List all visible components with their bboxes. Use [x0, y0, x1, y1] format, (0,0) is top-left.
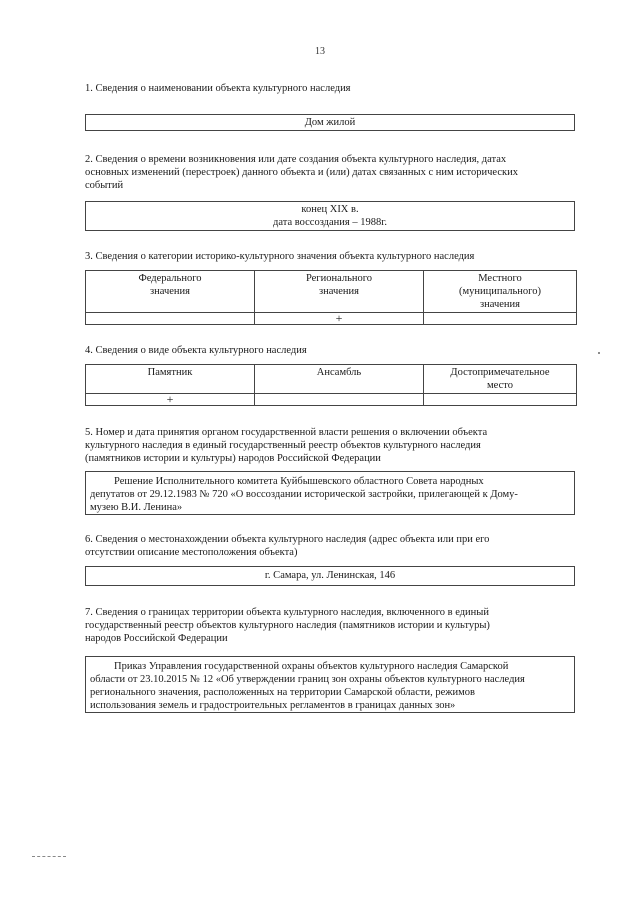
creation-date-line: конец XIX в. [301, 204, 359, 215]
category-table [85, 270, 577, 325]
registry-decision-line: Решение Исполнительного комитета Куйбышевского областного Совета народных [114, 476, 484, 487]
type-monument-label: Памятник [147, 367, 193, 378]
section-6-heading [85, 533, 575, 559]
type-ensemble-cell [255, 365, 424, 394]
category-regional-mark: + [255, 313, 424, 325]
registry-decision-line: музею В.И. Ленина» [90, 502, 183, 513]
type-monument-mark: + [86, 394, 255, 406]
registry-decision-line: депутатов от 29.12.1983 № 720 «О воссоздании исторической застройки, прилегающей к Дому- [90, 489, 518, 500]
type-ensemble-label: Ансамбль [316, 367, 362, 378]
type-ensemble-mark [255, 394, 424, 406]
type-landmark-cell [424, 365, 577, 394]
type-landmark-label: место [487, 380, 513, 391]
category-federal-mark [86, 313, 255, 325]
section-6-heading-line: 6. Сведения о местонахождении объекта культурного наследия (адрес объекта или при его [85, 534, 490, 545]
section-5-heading-line: культурного наследия в единый государственный реестр объектов культурного наследия [85, 440, 481, 451]
category-federal-label: значения [149, 286, 191, 297]
scan-artifact-line [32, 856, 66, 858]
category-regional-label: значения [318, 286, 360, 297]
section-7-heading-line: 7. Сведения о границах территории объекта культурного наследия, включенного в единый [85, 607, 489, 618]
category-regional-label: Регионального [305, 273, 373, 284]
category-federal-label: Федерального [138, 273, 202, 284]
section-5-heading-line: (памятников истории и культуры) народов Российской Федерации [85, 453, 381, 464]
section-2-heading-line: 2. Сведения о времени возникновения или дате создания объекта культурного наследия, датах [85, 154, 507, 165]
type-monument-cell [86, 365, 255, 394]
section-7-heading [85, 606, 575, 645]
section-2-heading-line: событий [85, 180, 124, 191]
boundaries-order-line: регионального значения, расположенных на территории Самарской области, режимов [90, 687, 475, 698]
section-3-heading: 3. Сведения о категории историко-культурного значения объекта культурного наследия [85, 251, 475, 262]
boundaries-order-line: использования земель и градостроительных регламентов в границах данных зон» [90, 700, 456, 711]
section-5-heading [85, 426, 575, 465]
creation-date-box [85, 201, 575, 231]
reconstruction-date-line: дата воссоздания – 1988г. [273, 217, 387, 228]
object-name-box [85, 114, 575, 131]
section-7-heading-line: народов Российской Федерации [85, 633, 228, 644]
section-1-heading: 1. Сведения о наименовании объекта культурного наследия [85, 83, 351, 94]
boundaries-order-box [85, 656, 575, 713]
section-5-heading-line: 5. Номер и дата принятия органом государственной власти решения о включении объекта [85, 427, 488, 438]
type-landmark-label: Достопримечательное [450, 367, 550, 378]
boundaries-order-line: Приказ Управления государственной охраны объектов культурного наследия Самарской [114, 661, 509, 672]
object-name-value: Дом жилой [304, 117, 356, 128]
address-value: г. Самара, ул. Ленинская, 146 [264, 570, 396, 581]
category-regional-cell [255, 271, 424, 313]
section-6-heading-line: отсутствии описание местоположения объекта) [85, 547, 298, 558]
type-table [85, 364, 577, 406]
section-4-heading: 4. Сведения о виде объекта культурного наследия [85, 345, 307, 356]
address-box [85, 566, 575, 586]
section-2-heading-line: основных изменений (перестроек) данного объекта и (или) датах связанных с ним исторических [85, 167, 518, 178]
category-local-label: Местного [478, 273, 522, 284]
category-local-cell [424, 271, 577, 313]
scan-speck [598, 352, 600, 354]
section-2-heading [85, 153, 575, 192]
boundaries-order-line: области от 23.10.2015 № 12 «Об утверждении границ зон охраны объектов культурного наследия [90, 674, 525, 685]
registry-decision-box [85, 471, 575, 515]
page-number: 13 [315, 46, 325, 57]
category-local-label: (муниципального) [459, 286, 541, 297]
type-landmark-mark [424, 394, 577, 406]
category-federal-cell [86, 271, 255, 313]
category-local-mark [424, 313, 577, 325]
section-7-heading-line: государственный реестр объектов культурного наследия (памятников истории и культуры) [85, 620, 490, 631]
category-local-label: значения [479, 299, 521, 310]
